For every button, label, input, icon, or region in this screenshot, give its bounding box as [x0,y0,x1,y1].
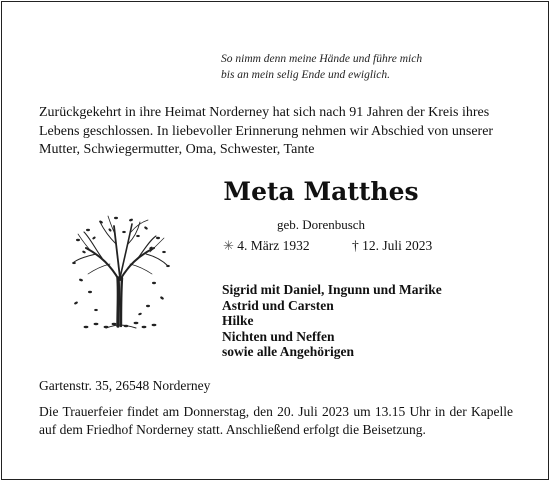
mourner-line: sowie alle Angehörigen [222,344,354,359]
death-date [352,238,432,254]
birth-star-icon: ✳ [223,238,234,253]
mourner-line: Nichten und Neffen [222,328,335,344]
tree-icon [66,208,176,333]
quote-line-1: So nimm denn meine Hände und führe mich [221,53,423,65]
quote-line-2: bis an mein selig Ende und ewiglich. [221,69,390,81]
birth-date-value: 4. März 1932 [237,238,310,253]
mourner-line: Astrid und Carsten [222,297,334,313]
deceased-name: Meta Matthes [223,177,419,206]
death-date-value: 12. Juli 2023 [362,238,433,253]
address: Gartenstr. 35, 26548 Norderney [39,378,211,393]
birth-name: geb. Dorenbusch [276,217,366,232]
bible-quote [221,51,422,83]
obituary-notice [1,1,549,480]
mourners-list [222,282,442,360]
birth-date [223,238,310,254]
mourner-line: Sigrid mit Daniel, Ingunn und Marike [222,282,442,297]
ceremony-info: Die Trauerfeier findet am Donnerstag, den 20. Juli 2023 um 13.15 Uhr in der Kapelle auf dem Friedhof Norderney statt. Anschließend erfolgt die Beisetzung. [39,404,513,437]
death-cross-icon: † [352,238,359,253]
mourner-line: Hilke [222,313,254,328]
intro-text: Zurückgekehrt in ihre Heimat Norderney hat sich nach 91 Jahren der Kreis ihres Lebens geschlossen. In liebevoller Erinnerung nehmen wir Abschied von unserer Mutter, Schwiegermutter, Oma, Schwester, Tante [39,105,494,157]
